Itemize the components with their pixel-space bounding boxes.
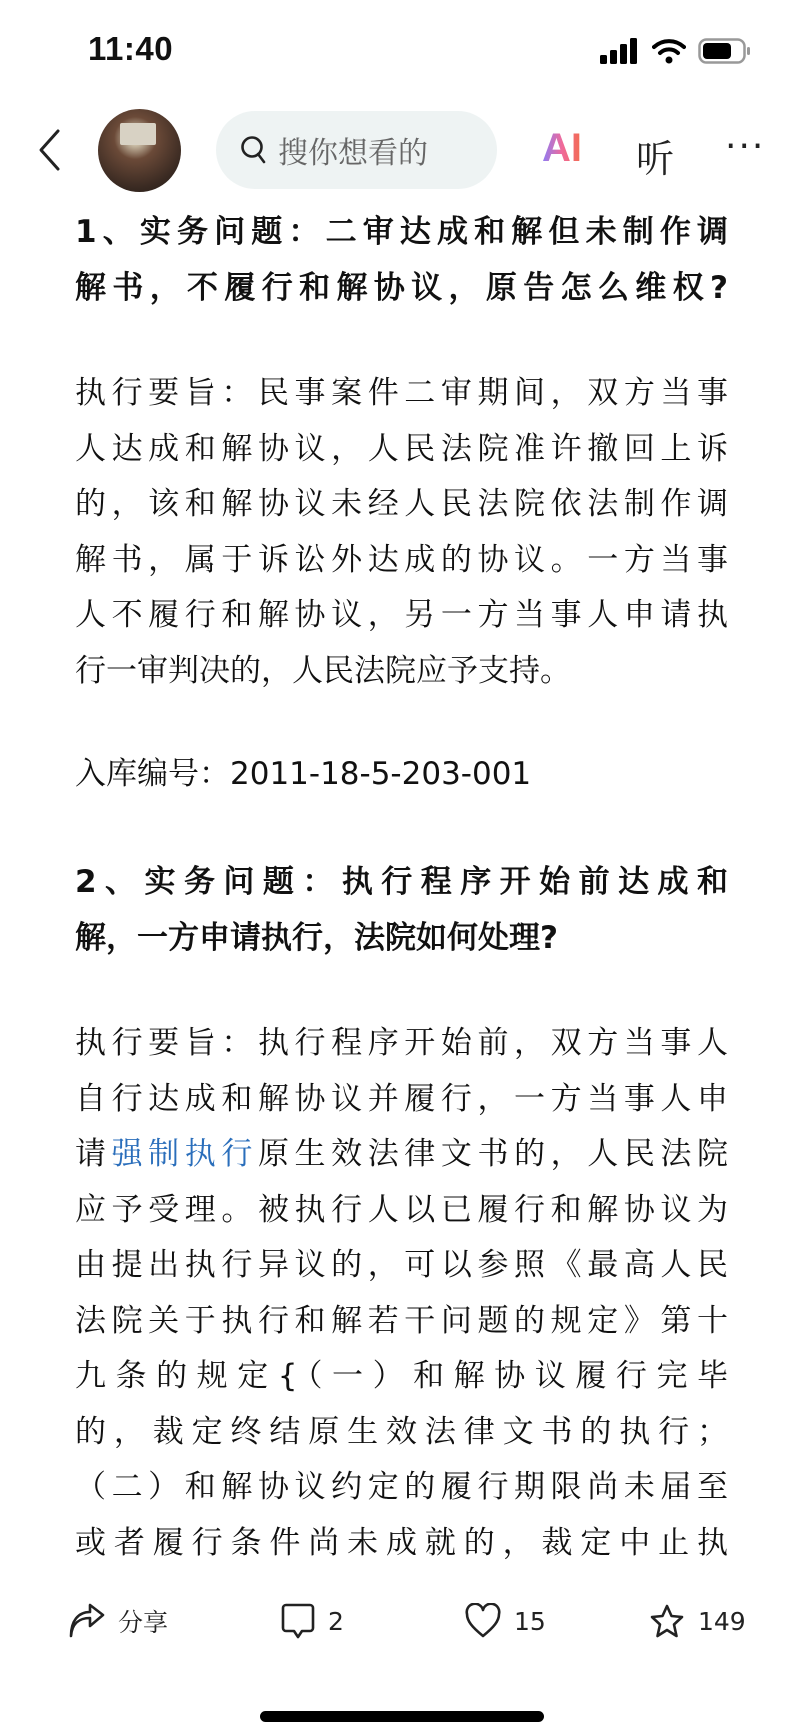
text: 原生效法律文书的，人民法院: [257, 1136, 729, 1172]
section1-title: [75, 205, 728, 316]
top-nav-bar: [0, 108, 800, 192]
status-icons: [600, 38, 752, 64]
body-line: 应予受理。被执行人以已履行和解协议为: [75, 1191, 728, 1228]
favorite-button[interactable]: [648, 1590, 746, 1652]
favorite-count: 149: [698, 1606, 746, 1636]
keyword-link[interactable]: 强制执行: [111, 1136, 258, 1172]
back-arrow-icon[interactable]: [36, 128, 64, 172]
share-button[interactable]: [68, 1590, 168, 1652]
body-line: 的，裁定终结原生效法律文书的执行；: [75, 1413, 728, 1450]
share-label: 分享: [118, 1608, 169, 1637]
body-line: 由提出执行异议的，可以参照《最高人民: [75, 1247, 728, 1283]
wifi-icon: [652, 38, 686, 64]
author-avatar[interactable]: [98, 109, 181, 192]
body-line: 法院关于执行和解若干问题的规定》第十: [75, 1302, 728, 1339]
search-placeholder: 搜你想看的: [278, 136, 428, 171]
status-time: 11:40: [88, 30, 174, 67]
section1-body: [75, 366, 728, 699]
bottom-action-bar: [0, 1590, 800, 1652]
body-line: 执行要旨：民事案件二审期间，双方当事: [75, 375, 728, 411]
body-line: 或者履行条件尚未成就的，裁定中止执: [75, 1524, 728, 1561]
cellular-signal-icon: [600, 38, 640, 64]
search-bar[interactable]: [216, 111, 497, 189]
comment-button[interactable]: [280, 1590, 344, 1652]
heart-icon: [464, 1603, 502, 1639]
title-line: 2、实务问题：执行程序开始前达成和: [75, 864, 728, 900]
body-line: 人达成和解协议，人民法院准许撤回上诉: [75, 430, 728, 467]
share-icon: [68, 1603, 106, 1639]
section2-title: [75, 855, 728, 966]
text: 请: [75, 1136, 112, 1172]
search-icon: [240, 135, 268, 165]
home-indicator[interactable]: [260, 1711, 544, 1722]
ai-button[interactable]: AI: [542, 126, 582, 170]
like-count: 15: [514, 1606, 546, 1636]
comment-count: 2: [328, 1606, 344, 1636]
title-line: 1、实务问题：二审达成和解但未制作调: [75, 214, 728, 250]
comment-icon: [280, 1602, 316, 1640]
body-line: 自行达成和解协议并履行，一方当事人申: [75, 1080, 728, 1117]
body-line: 人不履行和解协议，另一方当事人申请执: [75, 597, 728, 633]
body-line: 九条的规定{（一）和解协议履行完毕: [75, 1358, 728, 1394]
section2-body: [75, 1016, 728, 1571]
body-line: 的，该和解协议未经人民法院依法制作调: [75, 486, 728, 522]
battery-icon: [698, 38, 752, 64]
body-line: 行一审判决的，人民法院应予支持。: [75, 652, 571, 689]
like-button[interactable]: [464, 1590, 546, 1652]
star-icon: [648, 1603, 686, 1639]
body-line: 执行要旨：执行程序开始前，双方当事人: [75, 1025, 728, 1061]
body-line: （二）和解协议约定的履行期限尚未届至: [75, 1469, 728, 1505]
listen-button[interactable]: 听: [636, 137, 675, 181]
section1-record-number: [75, 747, 728, 803]
record-number: 入库编号：2011-18-5-203-001: [75, 756, 532, 792]
more-options-button[interactable]: ···: [725, 126, 766, 167]
body-line-with-link: [75, 1127, 728, 1183]
title-line: 解书，不履行和解协议，原告怎么维权?: [75, 269, 728, 306]
title-line: 解，一方申请执行，法院如何处理?: [75, 919, 558, 956]
body-line: 解书，属于诉讼外达成的协议。一方当事: [75, 541, 728, 578]
